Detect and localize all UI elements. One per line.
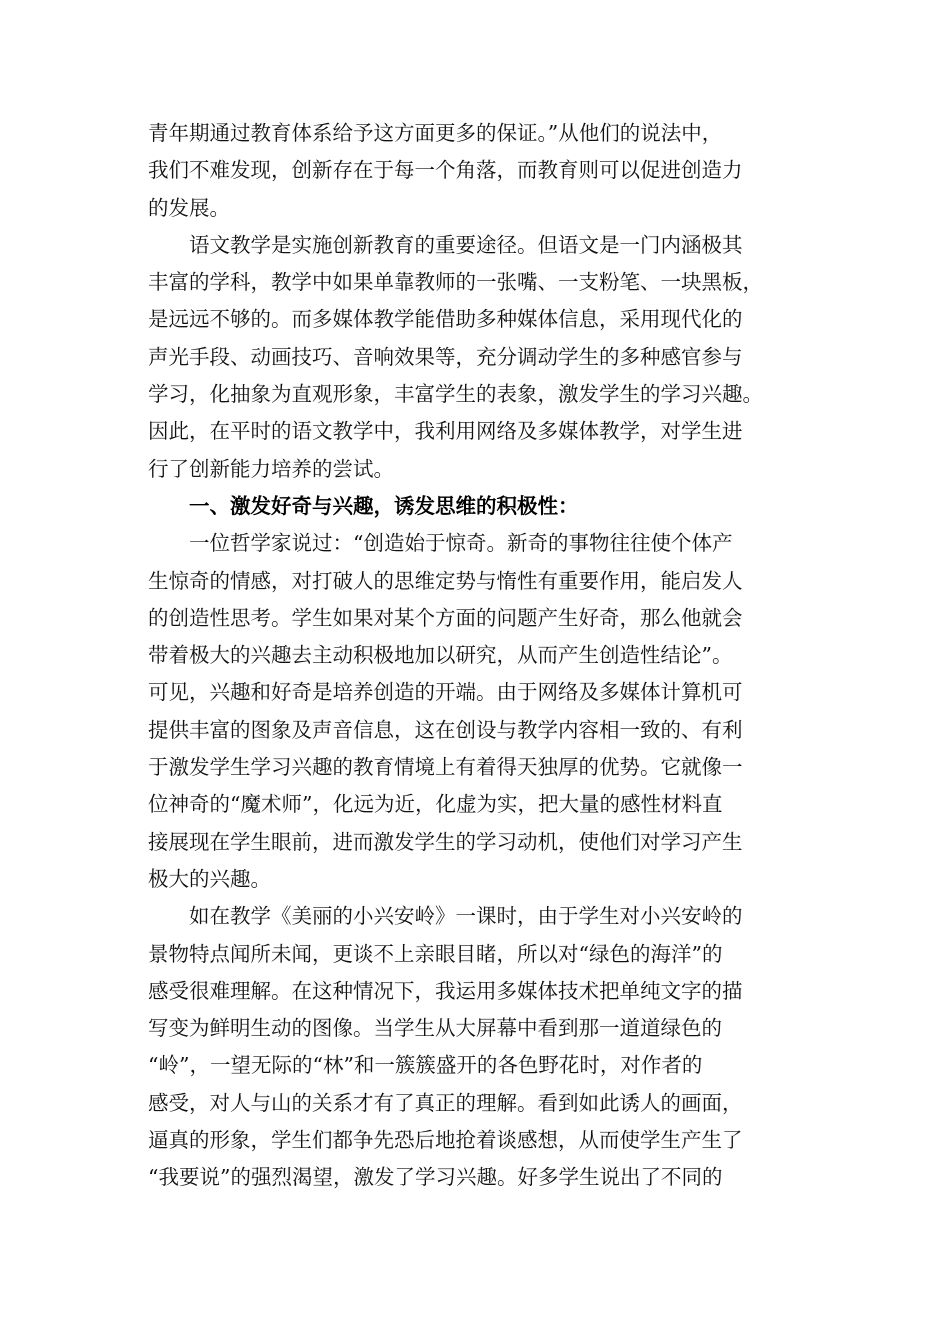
paragraph-first-line: 一位哲学家说过：“创造始于惊奇。新奇的事物往往使个体产	[189, 531, 733, 556]
text-line: 位神奇的“魔术师”，化远为近，化虚为实，把大量的感性材料直	[148, 792, 723, 817]
text-line: 感受很难理解。在这种情况下，我运用多媒体技术把单纯文字的描	[148, 978, 743, 1003]
text-line: 我们不难发现，创新存在于每一个角落，而教育则可以促进创造力	[148, 158, 743, 183]
text-line: 的发展。	[148, 195, 230, 220]
text-line: 写变为鲜明生动的图像。当学生从大屏幕中看到那一道道绿色的	[148, 1016, 722, 1041]
paragraph-first-line: 语文教学是实施创新教育的重要途径。但语文是一门内涵极其	[189, 232, 743, 257]
text-line: 的创造性思考。学生如果对某个方面的问题产生好奇，那么他就会	[148, 605, 743, 630]
text-line: 丰富的学科，教学中如果单靠教师的一张嘴、一支粉笔、一块黑板，	[148, 270, 763, 295]
text-line: 带着极大的兴趣去主动积极地加以研究，从而产生创造性结论”。	[148, 643, 733, 668]
text-line: 学习，化抽象为直观形象，丰富学生的表象，激发学生的学习兴趣。	[148, 382, 763, 407]
text-line: 提供丰富的图象及声音信息，这在创设与教学内容相一致的、有利	[148, 717, 743, 742]
text-line: 接展现在学生眼前，进而激发学生的学习动机，使他们对学习产生	[148, 829, 743, 854]
text-line: 生惊奇的情感，对打破人的思维定势与惰性有重要作用，能启发人	[148, 568, 743, 593]
text-line: “岭”，一望无际的“林”和一簇簇盛开的各色野花时，对作者的	[148, 1053, 703, 1078]
text-line: 是远远不够的。而多媒体教学能借助多种媒体信息，采用现代化的	[148, 307, 743, 332]
text-line: 极大的兴趣。	[148, 866, 271, 891]
text-line: 感受，对人与山的关系才有了真正的理解。看到如此诱人的画面，	[148, 1090, 743, 1115]
text-line: “我要说”的强烈渴望，激发了学习兴趣。好多学生说出了不同的	[148, 1165, 723, 1190]
text-line: 因此，在平时的语文教学中，我利用网络及多媒体教学，对学生进	[148, 419, 743, 444]
text-line: 逼真的形象，学生们都争先恐后地抢着谈感想，从而使学生产生了	[148, 1128, 743, 1153]
text-line: 行了创新能力培养的尝试。	[148, 456, 394, 481]
text-line: 于激发学生学习兴趣的教育情境上有着得天独厚的优势。它就像一	[148, 755, 743, 780]
section-heading: 一、激发好奇与兴趣，诱发思维的积极性：	[189, 493, 579, 518]
text-line: 可见，兴趣和好奇是培养创造的开端。由于网络及多媒体计算机可	[148, 680, 743, 705]
paragraph-first-line: 如在教学《美丽的小兴安岭》一课时，由于学生对小兴安岭的	[189, 904, 743, 929]
document-body	[148, 115, 808, 1197]
text-line: 青年期通过教育体系给予这方面更多的保证。”从他们的说法中，	[148, 121, 723, 145]
text-line: 景物特点闻所未闻，更谈不上亲眼目睹，所以对“绿色的海洋”的	[148, 941, 723, 966]
text-line: 声光手段、动画技巧、音响效果等，充分调动学生的多种感官参与	[148, 344, 743, 369]
